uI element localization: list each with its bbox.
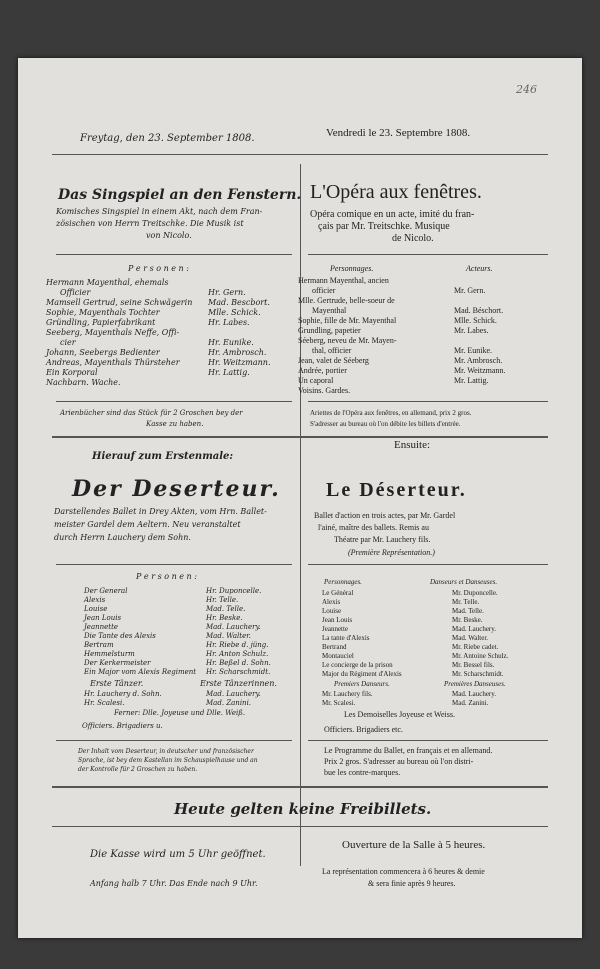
ballet-desc-french-1: Ballet d'action en trois actes, par Mr. Gardel [314,511,456,520]
ballet-dancers-french-heading-1: Premiers Danseurs. [334,680,390,688]
ballet-intro-german: Hierauf zum Erstenmale: [92,451,234,462]
opera-desc-french-2: çais par Mr. Treitschke. Musique [318,221,450,232]
times-french-1: La représentation commencera à 6 heures & demie [322,867,485,876]
ballet-dancers-french-extra: Les Demoiselles Joyeuse et Weiss. [344,710,455,719]
top-rule [52,154,548,155]
opera-desc-german-1: Komisches Singspiel in einem Akt, nach dem Fran- [56,207,263,216]
ballet-danseurs-heading: Danseurs et Danseuses. [430,578,498,586]
opera-note-rule-right [308,401,548,402]
ballet-desc-german-2: meister Gardel dem Aeltern. Neu veranstaltet [54,520,241,529]
ballet-officers-german: Officiers. Brigadiers u. [82,722,163,730]
opera-desc-german-2: zösischen von Herrn Treitschke. Die Musik ist [56,219,244,228]
no-free-tickets-notice: Heute gelten keine Freibillets. [174,800,432,818]
opera-cast-rule-left [56,254,292,255]
opera-personen-heading: P e r s o n e n : [128,264,189,273]
ballet-officers-french: Officiers. Brigadiers etc. [324,725,403,734]
opera-desc-french-3: de Nicolo. [392,233,434,244]
date-german: Freytag, den 23. September 1808. [80,133,255,144]
ballet-dancers-german-extra: Ferner: Dlle. Joyeuse und Dlle. Weiß. [114,709,246,717]
ballet-desc-french-4: (Première Représentation.) [348,548,435,557]
ballet-end-rule [52,786,548,788]
archive-number: 246 [516,83,537,96]
center-divider [300,164,301,866]
opera-cast-rule-right [308,254,548,255]
opera-note-rule-left [56,401,292,402]
date-french: Vendredi le 23. Septembre 1808. [326,127,471,139]
ballet-note-rule-left [56,740,292,741]
ballet-dancers-german-heading-1: Erste Tänzer. [90,679,144,688]
opera-desc-german-3: von Nicolo. [146,231,192,240]
ballet-dancers-french-heading-2: Premières Danseuses. [444,680,506,688]
ballet-title-french: Le Déserteur. [326,479,467,501]
ballet-desc-german-1: Darstellendes Ballet in Drey Akten, vom Hrn. Ballet- [54,507,267,516]
ballet-desc-german-3: durch Herrn Lauchery dem Sohn. [54,533,191,542]
ballet-note-french-1: Le Programme du Ballet, en français et en allemand. [324,746,493,755]
opera-note-french-1: Ariettes de l'Opéra aux fenêtres, en allemand, prix 2 gros. [310,409,472,417]
ballet-title-german: Der Deserteur. [72,476,281,502]
opera-personnages-heading: Personnages. [330,264,374,273]
ballet-personen-heading: P e r s o n e n : [136,572,197,581]
box-office-german: Die Kasse wird um 5 Uhr geöffnet. [90,849,266,860]
box-office-french: Ouverture de la Salle à 5 heures. [342,839,486,851]
times-german: Anfang halb 7 Uhr. Das Ende nach 9 Uhr. [90,879,258,888]
ballet-personnages-heading: Personnages. [324,578,362,586]
ballet-desc-french-3: Théatre par Mr. Lauchery fils. [334,535,431,544]
opera-note-german-1: Arienbücher sind das Stück für 2 Groschen bey der [60,409,243,417]
opera-acteurs-heading: Acteurs. [466,264,493,273]
ballet-desc-french-2: l'ainé, maître des ballets. Remis au [318,523,429,532]
ballet-cast-rule-left [56,564,292,565]
ballet-note-rule-right [308,740,548,741]
opera-desc-french-1: Opéra comique en un acte, imité du fran- [310,209,475,220]
opera-end-rule [52,436,548,438]
ballet-note-french-2: Prix 2 gros. S'adresser au bureau où l'on distri- [324,757,474,766]
times-french-2: & sera finie après 9 heures. [368,879,456,888]
ballet-intro-french: Ensuite: [394,439,431,451]
ballet-note-german-1: Der Inhalt vom Deserteur, in deutscher und französischer [78,748,254,755]
ballet-note-german-2: Sprache, ist bey dem Kastellan im Schauspielhause und an [78,757,258,764]
playbill-sheet: 246 Freytag, den 23. September 1808. Vendredi le 23. Septembre 1808. Das Singspiel an den Fenstern. L'Opéra aux fenêtres. Komisches Singspiel in einem Akt, nach dem Fran- zösischen von Herrn Treitschke. Die Musik ist von Nicolo. Opéra comique en un acte, imité du fran- çais par Mr. Treitschke. Musique de Nicolo. P e r s o n e n : Personnages. Acteurs. Hermann Mayenthal, ehemals Officier Hr. Gern. Mamsell Gertrud, seine Schwägerin Mad. Bescbort. Sophie, Mayenthals Tochter Mlle. Schick. Gründling, Papierfabrikant Hr. Labes. Seeberg, Mayenthals Neffe, Offi- cier Hr. Eunike. Johann, Seebergs Bedienter Hr. Ambrosch. Andreas, Mayenthals Thürsteher Hr. Weitzmann. Ein Korporal Hr. Lattig. Nachbarn. Wache. Hermann Mayenthal, ancien officier Mr. Gern. Mlle. Gertrude, belle-soeur de Mayenthal Mad. Béschort. Sophie, fille de Mr. Mayenthal Mlle. Schick. Grundling, papetier Mr. Labes. Séeberg, neveu de Mr. Mayen- thal, officier Mr. Eunike. Jean, valet de Séeberg Mr. Ambrosch. Andrée, portier Mr. Weitzmann. Un caporal Mr. Lattig. Voisins. Gardes. Arienbücher sind das Stück für 2 Groschen bey der Kasse zu haben. Ariettes de l'Opéra aux fenêtres, en allemand, prix 2 gros. S'adresser au bureau où l'on débite les billets d'entrée. Hierauf zum Erstenmale: Ensuite: Der Deserteur. Le Déserteur. Darstellendes Ballet in Drey Akten, vom Hrn. Ballet- meister Gardel dem Aeltern. Neu veranstaltet durch Herrn Lauchery dem Sohn. Ballet d'action en trois actes, par Mr. Gardel l'ainé, maître des ballets. Remis au Théatre par Mr. Lauchery fils. (Première Représentation.) P e r s o n e n : Personnages. Danseurs et Danseuses. Der General Hr. Duponcelle. Alexis Hr. Telle. Louise Mad. Telle. Jean Louis Hr. Beske. Jeannette Mad. Lauchery. Die Tante des Alexis Mad. Walter. Bertram Hr. Riebe d. jüng. Hemmelsturm Hr. Anton Schulz. Der Kerkermeister Hr. Beßel d. Sohn. Ein Major vom Alexis Regiment Hr. Scharschmidt. Erste Tänzer. Erste Tänzerinnen. Hr. Lauchery d. Sohn. Mad. Lauchery. Hr. Scalesi. Mad. Zanini. Ferner: Dlle. Joyeuse und Dlle. Weiß. Officiers. Brigadiers u. Le Général Mr. Duponcelle. Alexis Mr. Telle. Louise Mad. Telle. Jean Louis Mr. Beske. Jeannette Mad. Lauchery. La tante d'Alexis Mad. Walter. Bertrand Mr. Riebe cadet. Montauciel Mr. Antoine Schulz. Le concierge de la prison Mr. Bessel fils. Major du Régiment d'Alexis Mr. Scharschmidt. Premiers Danseurs. Premières Danseuses. Mr. Lauchery fils. Mad. Lauchery. Mr. Scalesi. Mad. Zanini. Les Demoiselles Joyeuse et Weiss. Officiers. Brigadiers etc. Der Inhalt vom Deserteur, in deutscher und französischer Sprache, ist bey dem Kastellan im Schauspielhause und an der Kontrolle für 2 Groschen zu haben. Le Programme du Ballet, en français et en allemand. Prix 2 gros. S'adresser au bureau où l'on distri- bue les contre-marques. Heute gelten keine Freibillets. Die Kasse wird um 5 Uhr geöffnet. Anfang halb 7 Uhr. Das Ende nach 9 Uhr. Ouverture de la Salle à 5 heures. La représentation commencera à 6 heures & demie & sera finie après 9 heures. [18,58,582,938]
opera-note-french-2: S'adresser au bureau où l'on débite les billets d'entrée. [310,420,461,428]
ballet-note-french-3: bue les contre-marques. [324,768,401,777]
opera-note-german-2: Kasse zu haben. [146,420,204,428]
ballet-dancers-german-heading-2: Erste Tänzerinnen. [200,679,277,688]
ballet-cast-rule-right [308,564,548,565]
ballet-note-german-3: der Kontrolle für 2 Groschen zu haben. [78,766,198,773]
footer-rule [52,826,548,827]
opera-title-german: Das Singspiel an den Fenstern. [58,187,302,203]
opera-title-french: L'Opéra aux fenêtres. [310,181,482,203]
